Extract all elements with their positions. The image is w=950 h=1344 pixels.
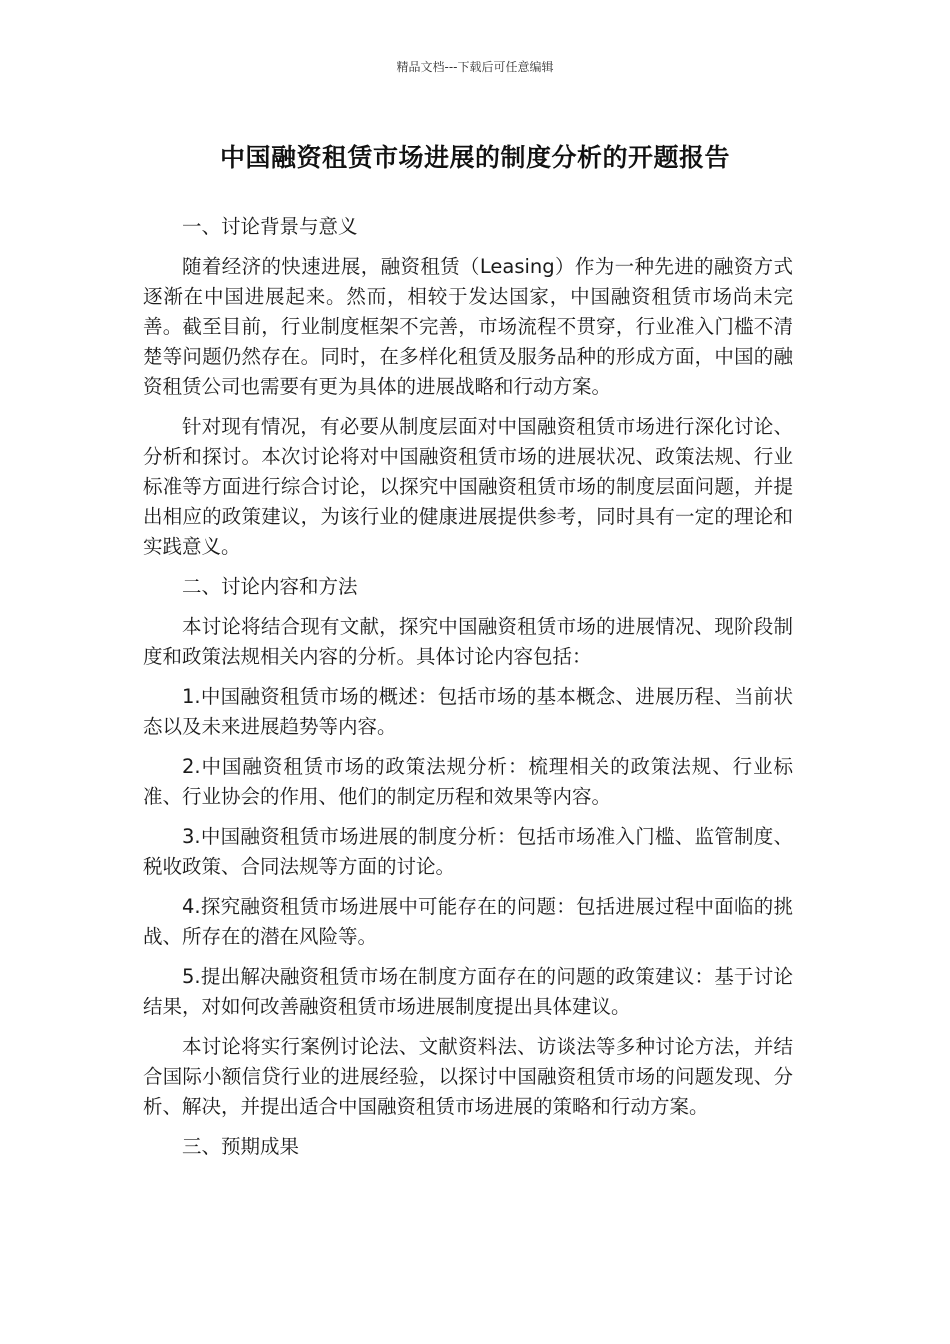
section-heading-content-methods: 二、讨论内容和方法	[182, 575, 358, 598]
list-item-4: 4.探究融资租赁市场进展中可能存在的问题：包括进展过程中面临的挑战、所存在的潜在风险等。	[143, 895, 793, 948]
paragraph-content-intro: 本讨论将结合现有文献，探究中国融资租赁市场的进展情况、现阶段制度和政策法规相关内容的分析。具体讨论内容包括：	[143, 615, 793, 668]
list-item-5: 5.提出解决融资租赁市场在制度方面存在的问题的政策建议：基于讨论结果，对如何改善融资租赁市场进展制度提出具体建议。	[143, 965, 793, 1018]
list-item-3: 3.中国融资租赁市场进展的制度分析：包括市场准入门槛、监管制度、税收政策、合同法规等方面的讨论。	[143, 825, 793, 878]
paragraph-background-2: 针对现有情况，有必要从制度层面对中国融资租赁市场进行深化讨论、分析和探讨。本次讨论将对中国融资租赁市场的进展状况、政策法规、行业标准等方面进行综合讨论，以探究中国融资租赁市场的制度层面问题，并提出相应的政策建议，为该行业的健康进展提供参考，同时具有一定的理论和实践意义。	[143, 415, 793, 558]
list-item-2: 2.中国融资租赁市场的政策法规分析：梳理相关的政策法规、行业标准、行业协会的作用、他们的制定历程和效果等内容。	[143, 755, 793, 808]
list-item-1: 1.中国融资租赁市场的概述：包括市场的基本概念、进展历程、当前状态以及未来进展趋势等内容。	[143, 685, 793, 738]
section-heading-expected-results: 三、预期成果	[182, 1135, 300, 1158]
document-title: 中国融资租赁市场进展的制度分析的开题报告	[219, 143, 730, 172]
header-note: 精品文档---下载后可任意编辑	[396, 60, 554, 74]
paragraph-background-1: 随着经济的快速进展，融资租赁（Leasing）作为一种先进的融资方式逐渐在中国进展起来。然而，相较于发达国家，中国融资租赁市场尚未完善。截至目前，行业制度框架不完善，市场流程不贯穿，行业准入门槛不清楚等问题仍然存在。同时，在多样化租赁及服务品种的形成方面，中国的融资租赁公司也需要有更为具体的进展战略和行动方案。	[143, 255, 793, 398]
section-heading-background: 一、讨论背景与意义	[182, 215, 358, 238]
paragraph-methods: 本讨论将实行案例讨论法、文献资料法、访谈法等多种讨论方法，并结合国际小额信贷行业的进展经验，以探讨中国融资租赁市场的问题发现、分析、解决，并提出适合中国融资租赁市场进展的策略和行动方案。	[143, 1035, 793, 1118]
document-body	[143, 212, 793, 1172]
